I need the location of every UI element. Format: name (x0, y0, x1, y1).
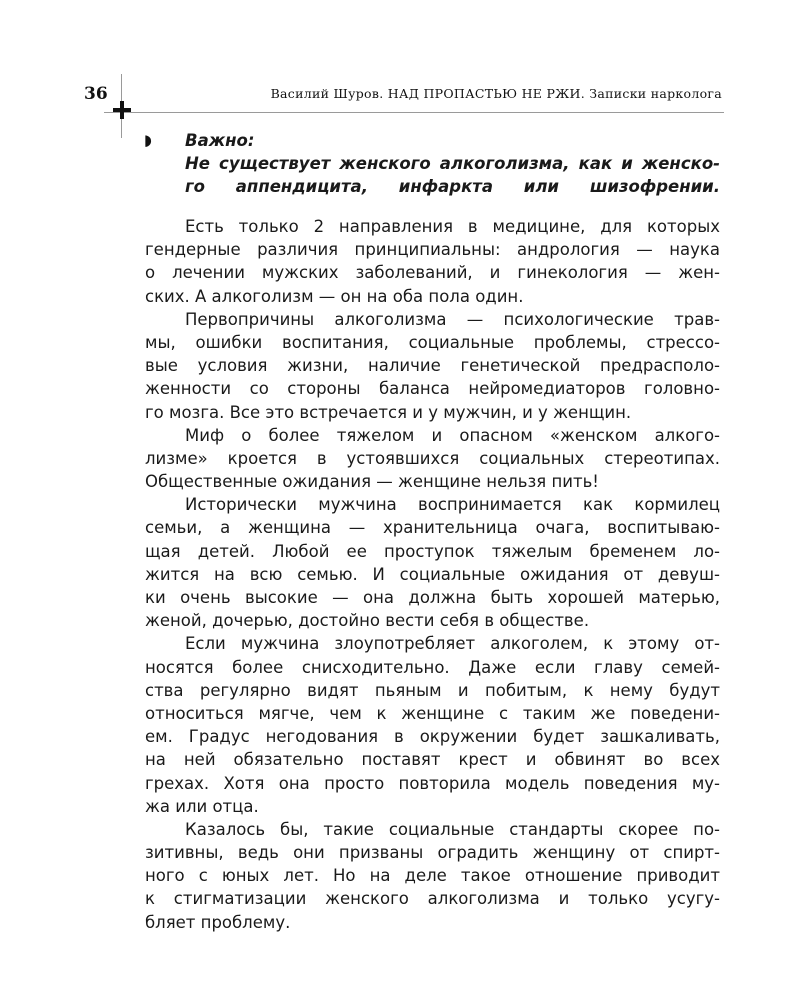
page-number: 36 (84, 84, 108, 104)
paragraph-line: жится на всю семью. И социальные ожидания от девуш- (145, 564, 720, 584)
running-head: Василий Шуров. НАД ПРОПАСТЬЮ НЕ РЖИ. Записки нарколога (270, 86, 722, 101)
paragraph-line: на ней обязательно поставят крест и обвинят во всех (145, 750, 720, 770)
paragraph-line: Исторически мужчина воспринимается как кормилец (185, 495, 720, 515)
paragraph-line: Общественные ожидания — женщине нельзя пить! (145, 472, 599, 492)
half-circle-bullet-icon: ◗ (144, 131, 152, 149)
paragraph-line: относиться мягче, чем к женщине с таким же поведени- (145, 703, 720, 723)
paragraph-line: щая детей. Любой ее проступок тяжелым бременем ло- (145, 541, 720, 561)
paragraph-line: Казалось бы, такие социальные стандарты скорее по- (185, 819, 720, 839)
paragraph-line: ства регулярно видят пьяным и побитым, к нему будут (145, 680, 720, 700)
paragraph-line: грехах. Хотя она просто повторила модель поведения му- (145, 773, 720, 793)
paragraph-line: зитивны, ведь они призваны оградить женщину от спирт- (145, 843, 720, 863)
paragraph-line: Первопричины алкоголизма — психологические трав- (185, 309, 720, 329)
paragraph-line: носятся более снисходительно. Даже если главу семей- (145, 657, 720, 677)
paragraph-line: женой, дочерью, достойно вести себя в обществе. (145, 611, 590, 631)
paragraph-line: Есть только 2 направления в медицине, для которых (185, 217, 720, 236)
paragraph-line: гендерные различия принципиальны: андрология — наука (145, 240, 720, 260)
paragraph-line: ем. Градус негодования в окружении будет зашкаливать, (145, 727, 720, 747)
body-text (145, 215, 720, 934)
paragraph-line: к стигматизации женского алкоголизма и только усугу- (145, 889, 720, 909)
paragraph-line: вые условия жизни, наличие генетической предрасполо- (145, 356, 720, 376)
paragraph-line: Миф о более тяжелом и опасном «женском алкого- (185, 425, 720, 445)
paragraph-line: бляет проблему. (145, 912, 291, 932)
callout-title: Важно: (185, 131, 255, 150)
paragraph-line: о лечении мужских заболеваний, и гинекология — жен- (145, 263, 720, 283)
paragraph-line: лизме» кроется в устоявшихся социальных стереотипах. (145, 448, 720, 468)
paragraph-line: го мозга. Все это встречается и у мужчин, и у женщин. (145, 402, 632, 422)
paragraph-line: ного с юных лет. Но на деле такое отношение приводит (145, 866, 720, 886)
crop-mark-icon (113, 101, 131, 119)
paragraph-line: мы, ошибки воспитания, социальные проблемы, стрессо- (145, 332, 720, 352)
header-rule (104, 112, 724, 113)
paragraph-line: семьи, а женщина — хранительница очага, воспитываю- (145, 518, 720, 538)
paragraph-line: ских. А алкоголизм — он на оба пола один. (145, 286, 524, 306)
important-callout (185, 129, 720, 199)
callout-line: Не существует женского алкоголизма, как и женско- (185, 154, 720, 174)
paragraph-line: ки очень высокие — она должна быть хорошей матерью, (145, 588, 720, 607)
callout-line: го аппендицита, инфаркта или шизофрении. (185, 177, 720, 197)
paragraph-line: женности со стороны баланса нейромедиаторов головно- (145, 379, 720, 399)
paragraph-line: Если мужчина злоупотребляет алкоголем, к этому от- (185, 634, 720, 654)
paragraph-line: жа или отца. (145, 796, 259, 816)
